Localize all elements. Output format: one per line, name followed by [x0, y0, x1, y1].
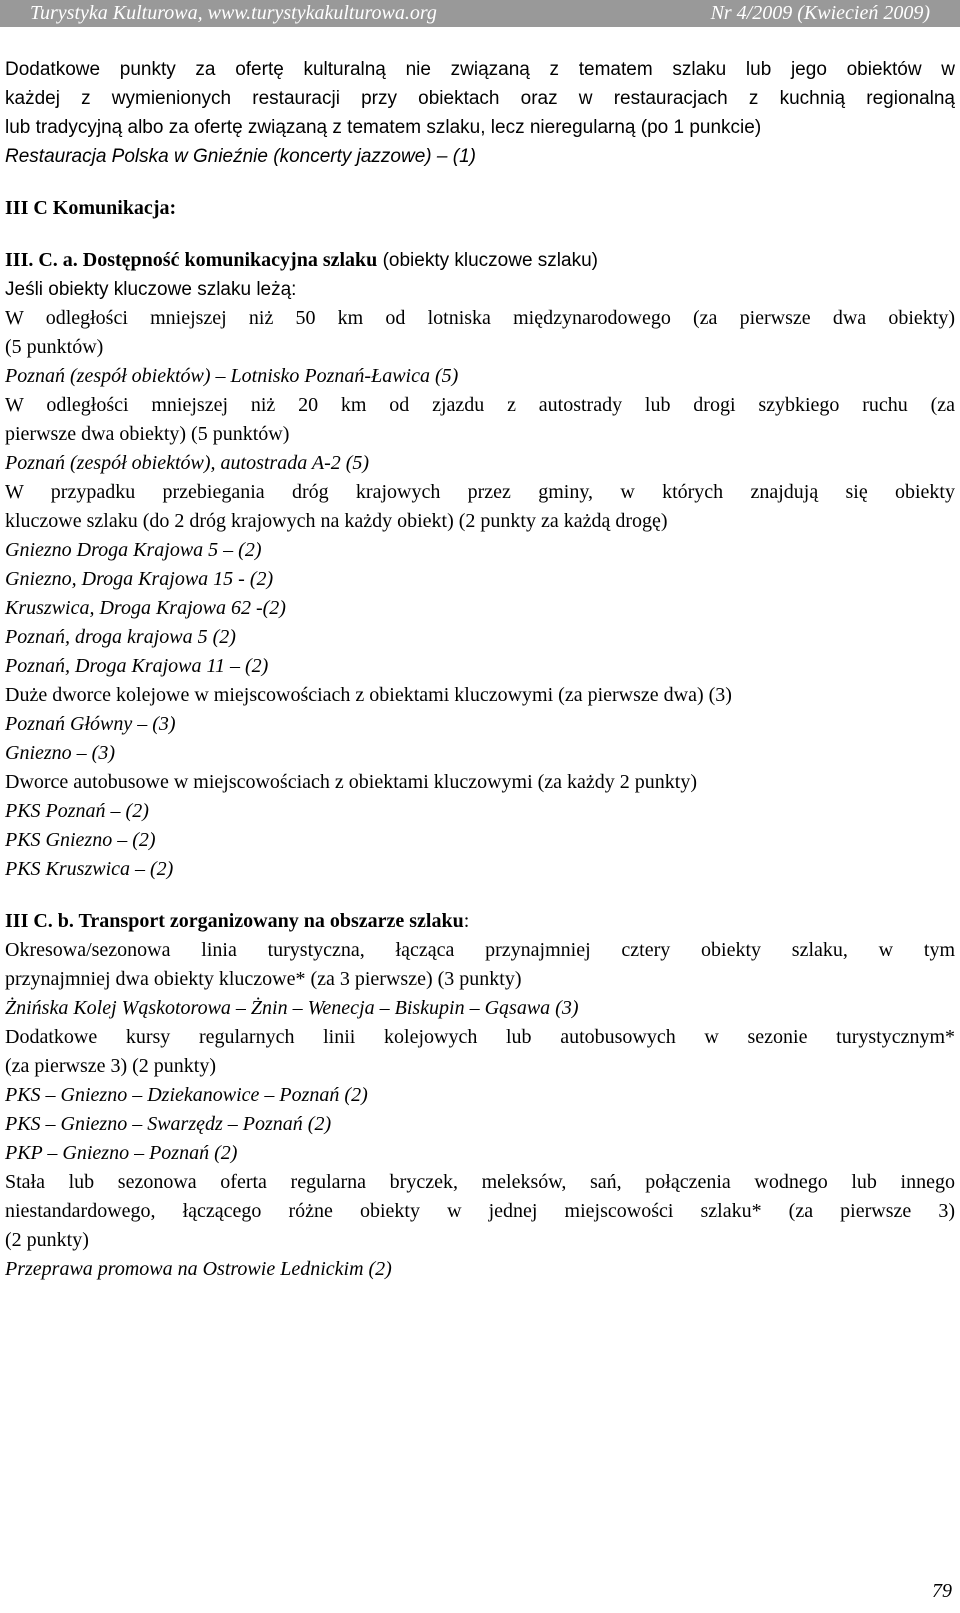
subsection-a-label: III. C. a. Dostępność komunikacyjna szlaku — [5, 249, 378, 271]
criterion-line: W odległości mniejszej niż 20 km od zjazdu z autostrady lub drogi szybkiego ruchu (za — [5, 394, 955, 416]
intro-example: Restauracja Polska w Gnieźnie (koncerty jazzowe) – (1) — [5, 146, 476, 167]
subsection-b-label: III C. b. Transport zorganizowany na obszarze szlaku — [5, 910, 464, 932]
example-line: Poznań (zespół obiektów) – Lotnisko Poznań-Ławica (5) — [5, 365, 459, 387]
example-line: PKP – Gniezno – Poznań (2) — [5, 1142, 238, 1164]
section-heading: III C Komunikacja: — [5, 197, 177, 219]
criterion-line: przynajmniej dwa obiekty kluczowe* (za 3 pierwsze) (3 punkty) — [5, 968, 522, 990]
criterion-line: (5 punktów) — [5, 336, 104, 358]
example-line: Żnińska Kolej Wąskotorowa – Żnin – Wenecja – Biskupin – Gąsawa (3) — [5, 997, 579, 1019]
intro-line: każdej z wymienionych restauracji przy obiektach oraz w restauracjach z kuchnią regionalną — [5, 88, 955, 109]
subsection-a-lead: Jeśli obiekty kluczowe szlaku leżą: — [5, 279, 297, 300]
subsection-a-heading — [5, 246, 955, 275]
intro-line: lub tradycyjną albo za ofertę związaną z tematem szlaku, lecz nieregularną (po 1 punkcie) — [5, 117, 762, 138]
example-line: Poznań (zespół obiektów), autostrada A-2 (5) — [5, 452, 370, 474]
page-number: 79 — [932, 1580, 952, 1602]
example-line: PKS – Gniezno – Dziekanowice – Poznań (2) — [5, 1084, 368, 1106]
example-line: Poznań Główny – (3) — [5, 713, 176, 735]
criterion-line: Dodatkowe kursy regularnych linii kolejowych lub autobusowych w sezonie turystycznym* — [5, 1026, 955, 1048]
criterion-line: Okresowa/sezonowa linia turystyczna, łącząca przynajmniej cztery obiekty szlaku, w tym — [5, 939, 955, 961]
criterion-line: W przypadku przebiegania dróg krajowych przez gminy, w których znajdują się obiekty — [5, 481, 955, 503]
criterion-line: (za pierwsze 3) (2 punkty) — [5, 1055, 217, 1077]
example-line: Poznań, droga krajowa 5 (2) — [5, 626, 236, 648]
intro-line: Dodatkowe punkty za ofertę kulturalną nie związaną z tematem szlaku lub jego obiektów w — [5, 59, 955, 80]
page-header — [0, 0, 960, 27]
criterion-line: pierwsze dwa obiekty) (5 punktów) — [5, 423, 290, 445]
example-line: PKS – Gniezno – Swarzędz – Poznań (2) — [5, 1113, 332, 1135]
criterion-line: (2 punkty) — [5, 1229, 89, 1251]
example-line: PKS Gniezno – (2) — [5, 829, 156, 851]
document-body — [5, 55, 955, 1284]
criterion-line: Stała lub sezonowa oferta regularna bryczek, meleksów, sań, połączenia wodnego lub innego — [5, 1171, 955, 1193]
subsection-b-colon: : — [463, 910, 470, 932]
criterion-line: W odległości mniejszej niż 50 km od lotniska międzynarodowego (za pierwsze dwa obiekty) — [5, 307, 955, 329]
example-line: PKS Kruszwica – (2) — [5, 858, 174, 880]
example-line: Gniezno, Droga Krajowa 15 - (2) — [5, 568, 274, 590]
example-line: Gniezno – (3) — [5, 742, 115, 764]
criterion-line: Duże dworce kolejowe w miejscowościach z obiektami kluczowymi (za pierwsze dwa) (3) — [5, 684, 732, 706]
criterion-line: Dworce autobusowe w miejscowościach z obiektami kluczowymi (za każdy 2 punkty) — [5, 771, 698, 793]
issue-label: Nr 4/2009 (Kwiecień 2009) — [710, 2, 930, 24]
criterion-line: kluczowe szlaku (do 2 dróg krajowych na każdy obiekt) (2 punkty za każdą drogę) — [5, 510, 668, 532]
journal-title: Turystyka Kulturowa, www.turystykakulturowa.org — [30, 2, 437, 24]
example-line: Kruszwica, Droga Krajowa 62 -(2) — [5, 597, 286, 619]
example-line: Przeprawa promowa na Ostrowie Lednickim (2) — [5, 1258, 392, 1280]
example-line: Poznań, Droga Krajowa 11 – (2) — [5, 655, 269, 677]
example-line: Gniezno Droga Krajowa 5 – (2) — [5, 539, 262, 561]
subsection-a-tail: (obiekty kluczowe szlaku) — [377, 250, 598, 271]
example-line: PKS Poznań – (2) — [5, 800, 149, 822]
criterion-line: niestandardowego, łączącego różne obiekty w jednej miejscowości szlaku* (za pierwsze 3) — [5, 1200, 955, 1222]
subsection-b-heading — [5, 907, 955, 936]
